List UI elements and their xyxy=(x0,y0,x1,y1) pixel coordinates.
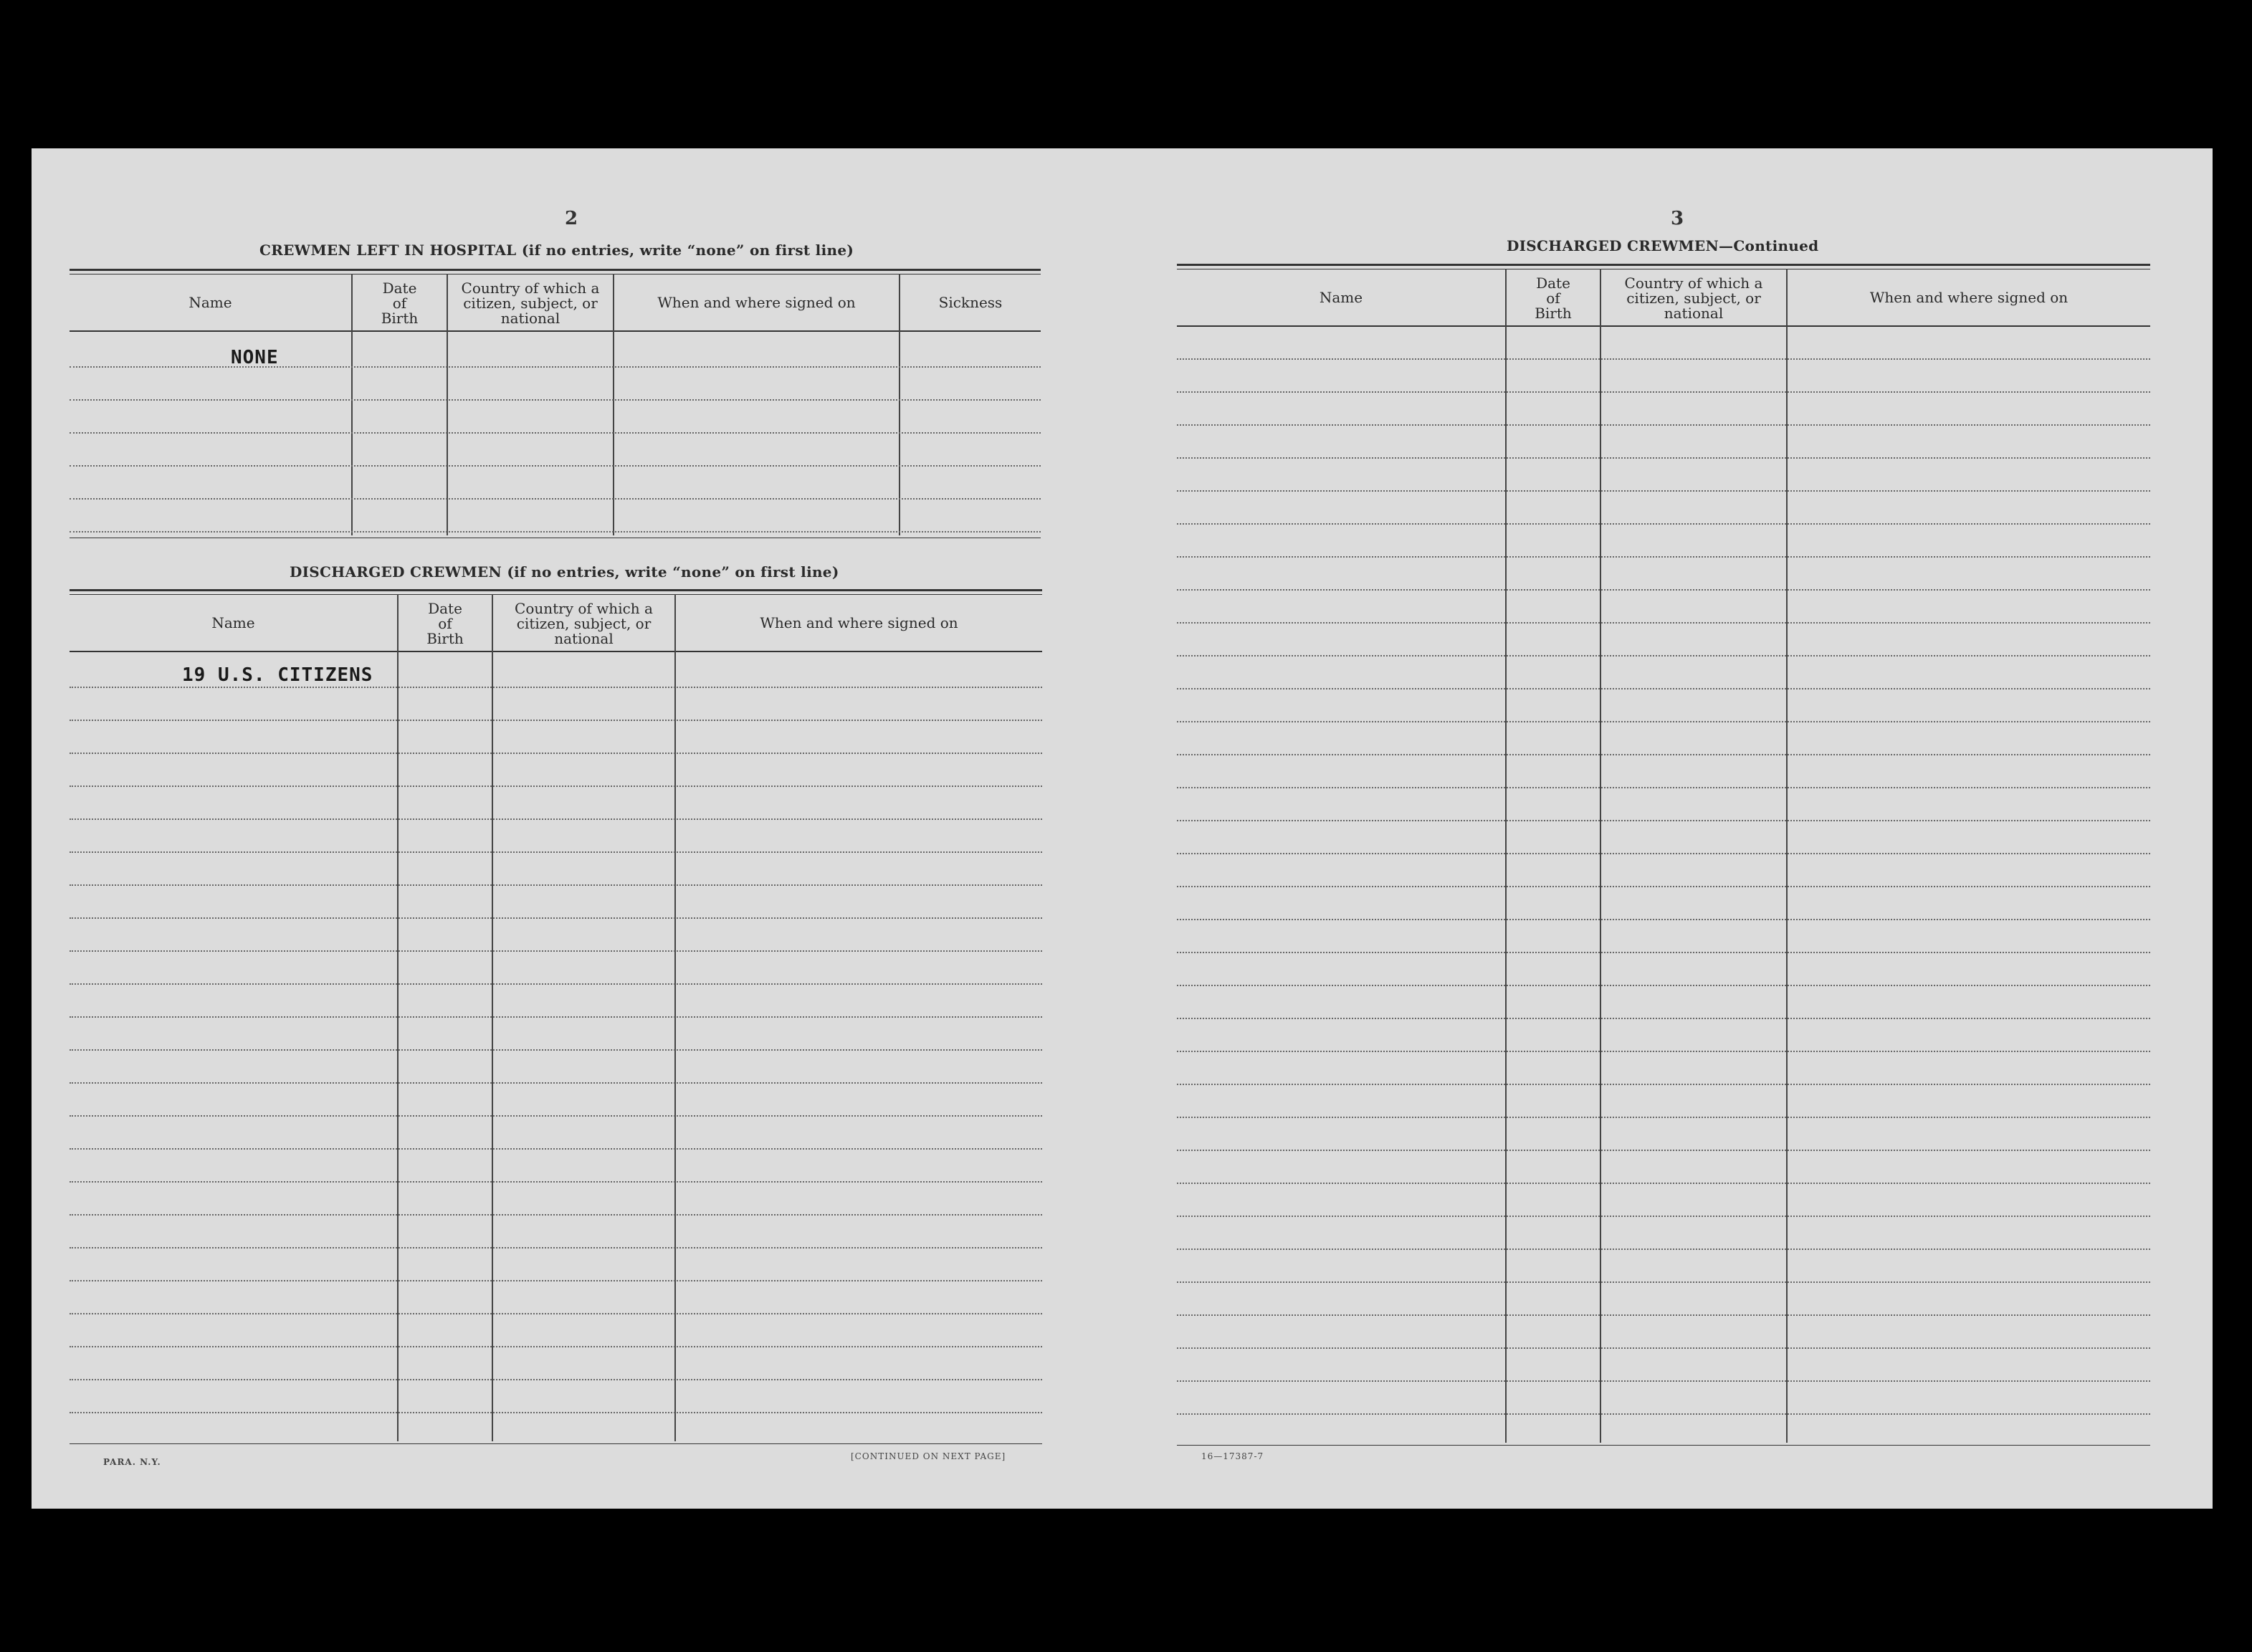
entry-line xyxy=(70,786,1042,787)
entry-line xyxy=(70,1247,1042,1248)
discharged-section-title xyxy=(290,563,839,581)
entry-line xyxy=(1177,1281,2150,1283)
header-name: Name xyxy=(211,614,255,631)
entry-line xyxy=(1177,1413,2150,1415)
entry-line xyxy=(1177,1248,2150,1250)
header-dob-line2: of xyxy=(438,615,452,632)
discharged-entry-typed: 19 U.S. CITIZENS xyxy=(182,664,373,686)
discharged-table-left xyxy=(70,589,1042,1443)
header-country-line2: citizen, subject, or xyxy=(516,615,652,632)
discharged-continued-title: DISCHARGED CREWMEN—Continued xyxy=(1507,237,1819,254)
entry-line xyxy=(70,1313,1042,1314)
header-dob-line3: Birth xyxy=(426,630,464,647)
entry-line xyxy=(1177,1380,2150,1382)
header-country-line3: national xyxy=(554,630,614,647)
header-country xyxy=(448,281,613,326)
header-sickness: Sickness xyxy=(938,294,1003,311)
entry-line xyxy=(70,983,1042,985)
document-sheet xyxy=(32,148,2213,1509)
entry-line xyxy=(1177,523,2150,525)
table-bottom-rule xyxy=(70,1443,1042,1444)
col-divider xyxy=(899,274,900,535)
entry-line xyxy=(70,498,1041,500)
footer-continued: [CONTINUED ON NEXT PAGE] xyxy=(851,1451,1006,1461)
entry-line xyxy=(70,818,1042,820)
header-dob-line1: Date xyxy=(1536,274,1570,292)
entry-line xyxy=(70,432,1041,434)
entry-line xyxy=(1177,589,2150,591)
footer-form-number: 16—17387-7 xyxy=(1201,1451,1264,1461)
entry-line xyxy=(70,851,1042,853)
entry-line xyxy=(1177,952,2150,953)
entry-line xyxy=(70,720,1042,721)
header-country-line1: Country of which a xyxy=(1624,274,1763,292)
header-country-line2: citizen, subject, or xyxy=(1626,290,1761,307)
entry-line xyxy=(1177,424,2150,426)
table-bottom-rule xyxy=(1177,1445,2150,1446)
entry-line xyxy=(1177,721,2150,722)
entry-line xyxy=(70,753,1042,754)
col-divider xyxy=(613,274,614,535)
entry-line xyxy=(1177,1216,2150,1217)
entry-line xyxy=(1177,457,2150,459)
entry-line xyxy=(70,1280,1042,1281)
header-country-line3: national xyxy=(500,310,560,327)
entry-line xyxy=(1177,358,2150,360)
entry-line xyxy=(70,531,1041,533)
header-dob-line3: Birth xyxy=(381,310,419,327)
entry-line xyxy=(70,1082,1042,1084)
discharged-table-right xyxy=(1177,264,2150,1445)
hospital-table xyxy=(70,269,1041,543)
footer-printer: PARA. N.Y. xyxy=(103,1457,161,1467)
entry-line xyxy=(1177,622,2150,624)
entry-line xyxy=(70,1346,1042,1347)
entry-line xyxy=(1177,787,2150,788)
entry-line xyxy=(1177,1314,2150,1316)
header-dob-line2: of xyxy=(392,295,407,312)
header-name: Name xyxy=(1319,289,1363,306)
header-when-where: When and where signed on xyxy=(760,614,958,631)
entry-line xyxy=(70,1049,1042,1051)
header-country-line3: national xyxy=(1664,305,1724,322)
entry-line xyxy=(1177,886,2150,887)
header-when-where: When and where signed on xyxy=(1869,289,2069,306)
entry-line xyxy=(1177,1051,2150,1052)
entry-line xyxy=(70,1181,1042,1183)
table-top-rule xyxy=(70,269,1041,271)
entry-line xyxy=(1177,1347,2150,1349)
header-dob-line3: Birth xyxy=(1535,305,1572,322)
entry-line xyxy=(70,687,1042,688)
entry-line xyxy=(1177,391,2150,393)
header-country-line2: citizen, subject, or xyxy=(463,295,598,312)
entry-line xyxy=(70,366,1041,368)
entry-line xyxy=(1177,1150,2150,1151)
header-name: Name xyxy=(189,294,232,311)
entry-line xyxy=(70,1148,1042,1150)
discharged-title-text: DISCHARGED CREWMEN xyxy=(290,563,502,581)
entry-line xyxy=(70,465,1041,467)
discharged-title-note: (if no entries, write “none” on first line) xyxy=(507,563,839,581)
entry-lines-left xyxy=(70,589,1042,1443)
entry-line xyxy=(70,950,1042,952)
header-country-line1: Country of which a xyxy=(515,600,653,617)
page-number-right: 3 xyxy=(1670,208,1684,229)
header-dob-line1: Date xyxy=(428,600,462,617)
entry-line xyxy=(70,399,1041,401)
header-dob xyxy=(353,281,447,326)
entry-line xyxy=(1177,853,2150,854)
header-when-where: When and where signed on xyxy=(657,294,856,311)
hospital-entry-typed: NONE xyxy=(231,347,279,368)
entry-line xyxy=(70,917,1042,919)
entry-line xyxy=(70,884,1042,886)
page-number-left: 2 xyxy=(564,208,578,229)
entry-line xyxy=(1177,1117,2150,1118)
entry-line xyxy=(1177,919,2150,920)
entry-line xyxy=(70,1115,1042,1117)
hospital-section-title xyxy=(259,242,854,259)
entry-line xyxy=(1177,1018,2150,1019)
entry-line xyxy=(1177,1084,2150,1085)
entry-line xyxy=(70,1214,1042,1216)
entry-line xyxy=(1177,688,2150,689)
entry-line xyxy=(1177,655,2150,656)
entry-line xyxy=(70,1412,1042,1413)
entry-line xyxy=(1177,556,2150,558)
entry-line xyxy=(1177,490,2150,492)
hospital-title-note: (if no entries, write “none” on first line) xyxy=(521,242,854,259)
entry-line xyxy=(1177,820,2150,821)
entry-lines-right xyxy=(1177,264,2150,1445)
entry-line xyxy=(70,1379,1042,1380)
hospital-title-text: CREWMEN LEFT IN HOSPITAL xyxy=(259,242,517,259)
table-header-rule xyxy=(70,330,1041,332)
header-country-line1: Country of which a xyxy=(461,280,600,297)
entry-line xyxy=(1177,1183,2150,1184)
entry-line xyxy=(70,1016,1042,1018)
header-dob-line1: Date xyxy=(382,280,417,297)
entry-line xyxy=(1177,754,2150,755)
entry-line xyxy=(1177,985,2150,986)
header-dob-line2: of xyxy=(1546,290,1560,307)
